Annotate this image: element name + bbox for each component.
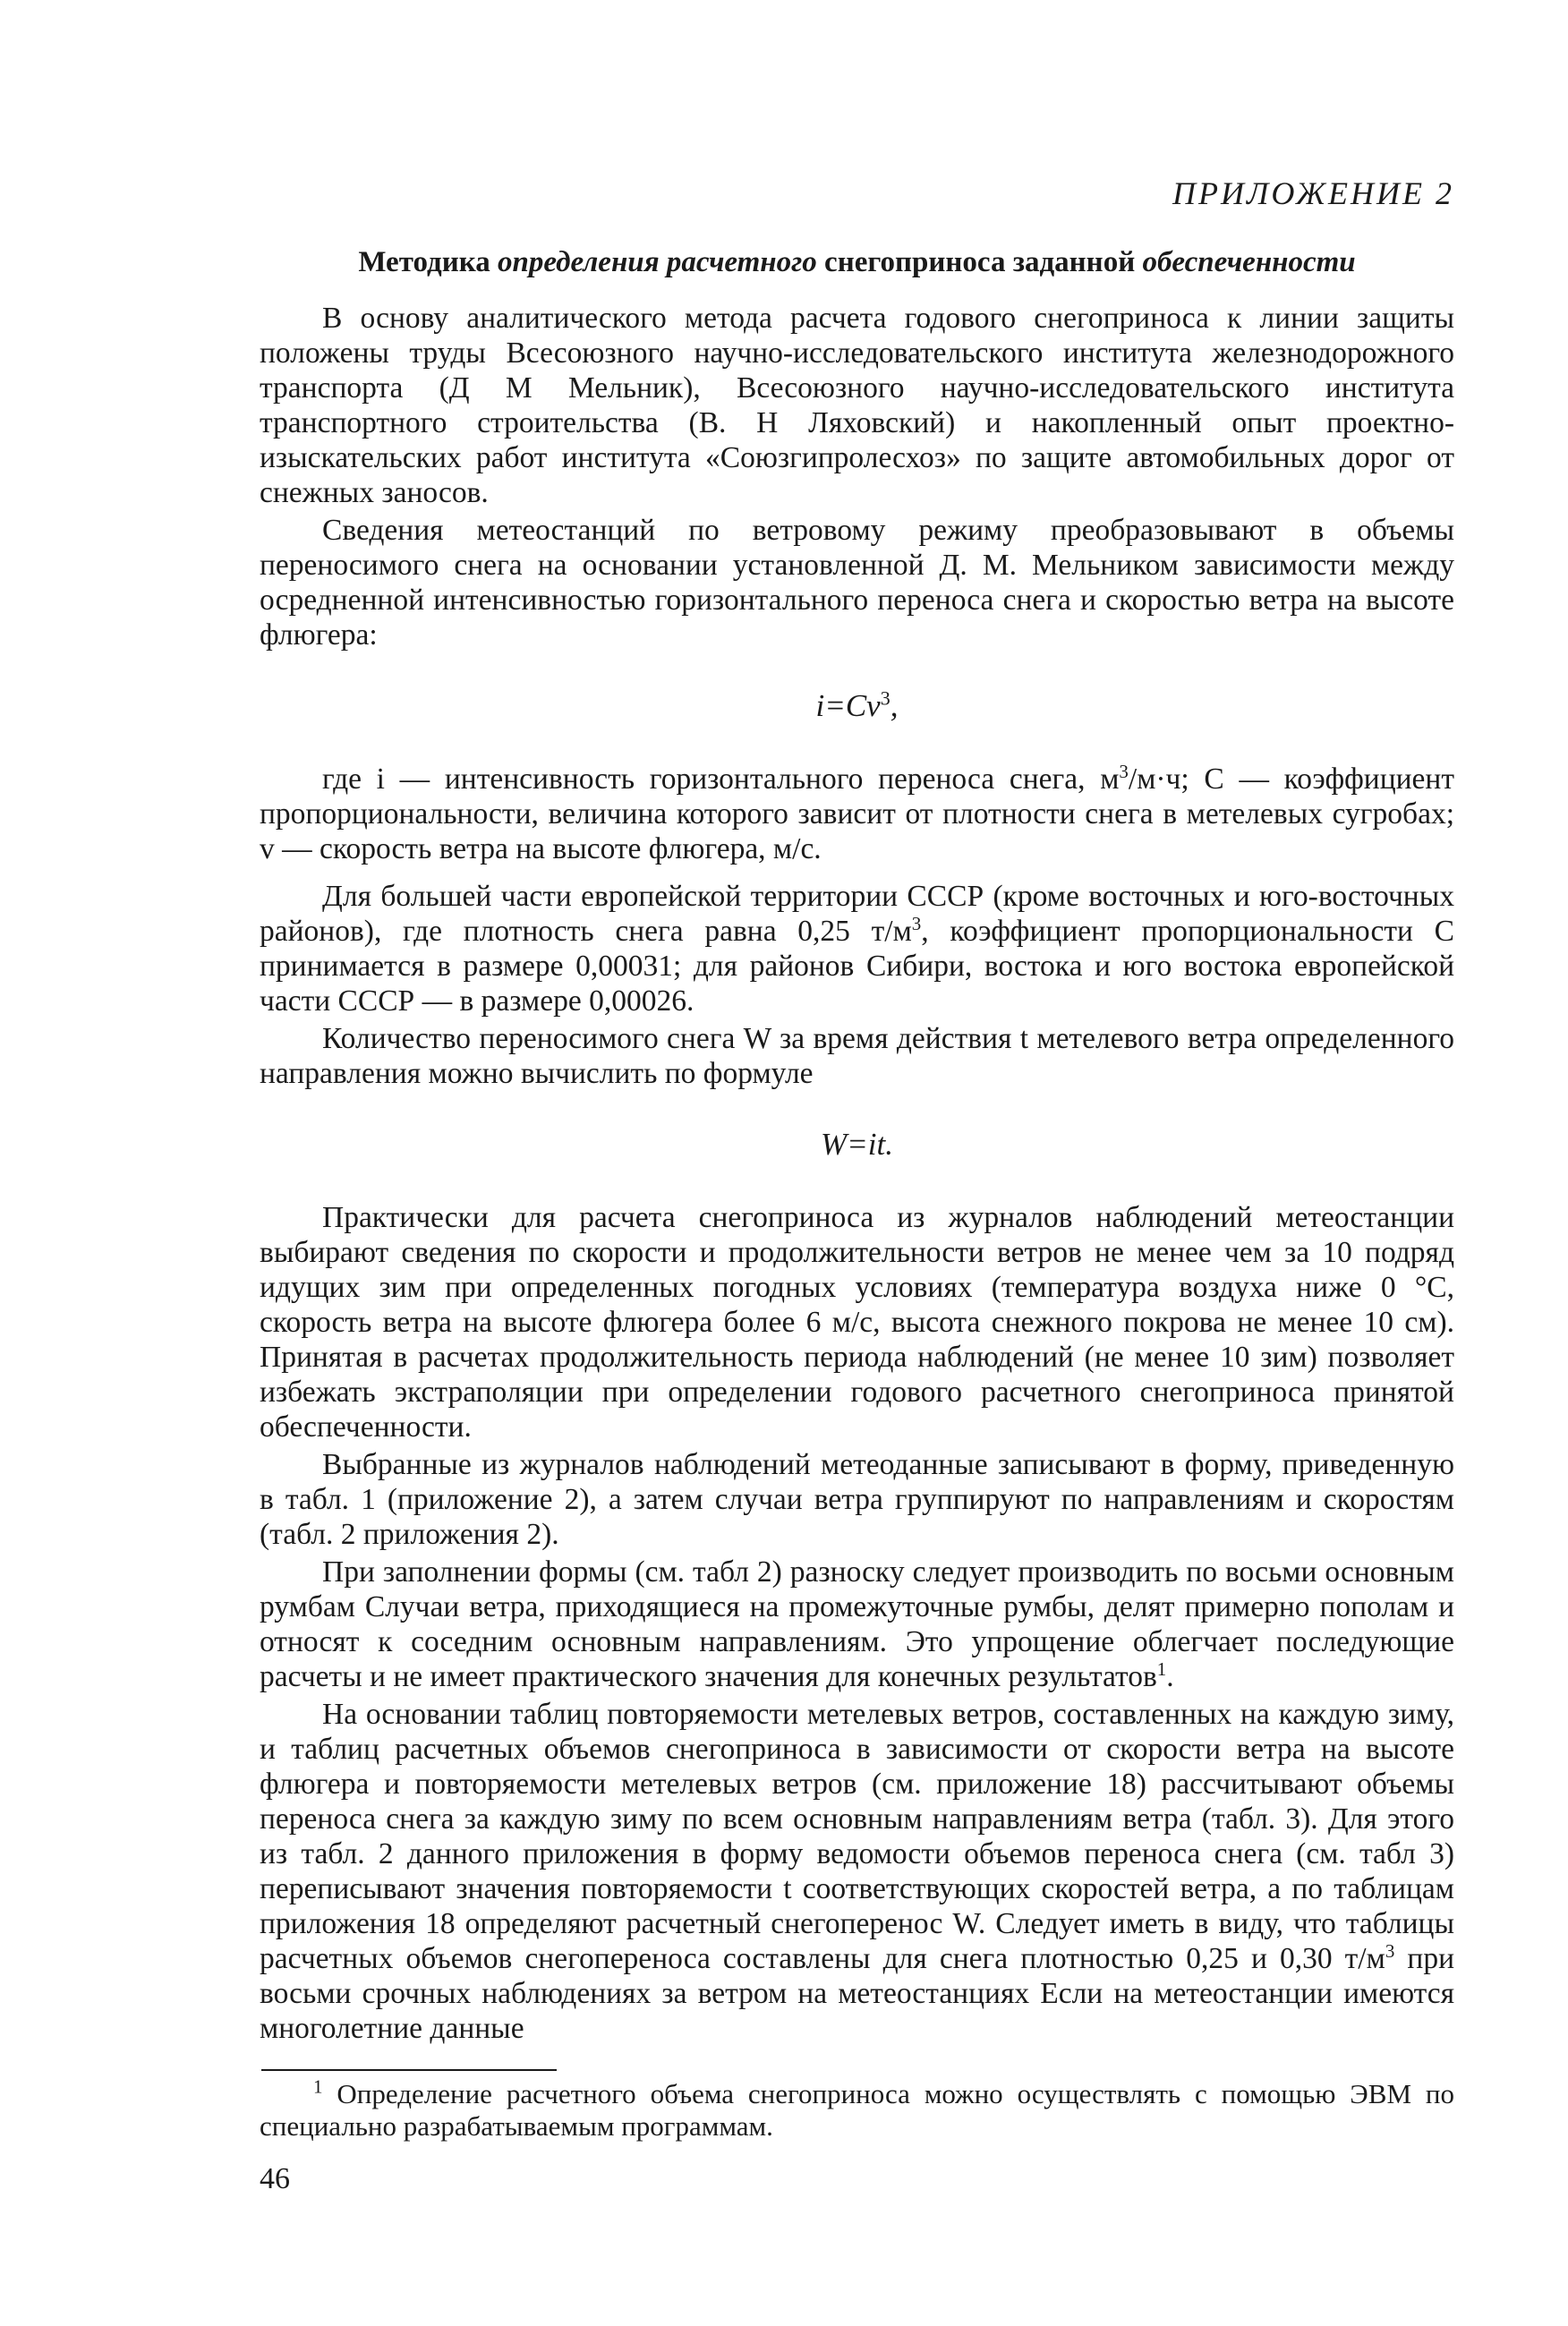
paragraph-7: Выбранные из журналов наблюдений метеоданные записывают в форму, приведенную в табл. 1 (приложение 2), а затем случаи ветра группируют по направлениям и скоростям (табл. 2 приложения 2). [260, 1448, 1454, 1551]
section-title [260, 246, 1454, 279]
formula-intensity-main: i=Cv [815, 688, 881, 723]
paragraph-9-text-a: На основании таблиц повторяемости метелевых ветров, составленных на каждую зиму, и таблиц расчетных объемов снегоприноса в зависимости от скорости ветра на высоте флюгера и повторяемости метелевых ветров (см. приложение 18) рассчитывают объемы переноса снега за каждую зиму по всем основным направлениям ветра (табл. 3). Для этого из табл. 2 данного приложения в форму ведомости объемов переноса снега (см. табл 3) переписывают значения повторяемости t соответствующих скоростей ветра, а по таблицам приложения 18 определяют расчетный снегоперенос W. Следует иметь в виду, что таблицы расчетных объемов снегопереноса составлены для снега плотностью 0,25 и 0,30 т/м [260, 1698, 1454, 1975]
footnote-mark: 1 [313, 2075, 323, 2098]
appendix-label: ПРИЛОЖЕНИЕ 2 [1172, 175, 1454, 211]
formula-intensity-exponent: 3 [880, 686, 891, 710]
footnote-divider [261, 2069, 557, 2071]
paragraph-4-text-c: , коэффициент пропорциональности C принимается в размере 0,00031; для районов Сибири, востока и юго востока европейской части СССР — в размере 0,00026. [260, 915, 1454, 1018]
paragraph-8-text-c: . [1166, 1660, 1174, 1693]
paragraph-8-text-a: При заполнении формы (см. табл 2) разноску следует производить по восьми основным румбам Случаи ветра, приходящиеся на промежуточные румбы, делят примерно пополам и относят к соседним основным направлениям. Это упрощение облегчает последующие расчеты и не имеет практического значения для конечных результатов [260, 1555, 1454, 1693]
paragraph-6: Практически для расчета снегоприноса из журналов наблюдений метеостанции выбирают сведения по скорости и продолжительности ветров не менее чем за 10 подряд идущих зим при определенных погодных условиях (температура воздуха ниже 0 °С, скорость ветра на высоте флюгера более 6 м/с, высота снежного покрова не менее 10 см). Принятая в расчетах продолжительность периода наблюдений (не менее 10 зим) позволяет избежать экстраполяции при определении годового расчетного снегоприноса принятой обеспеченности. [260, 1201, 1454, 1444]
footnote-reference: 1 [1156, 1657, 1167, 1680]
paragraph-2: Сведения метеостанций по ветровому режиму преобразовывают в объемы переносимого снега на основании установленной Д. М. Мельником зависимости между осредненной интенсивностью горизонтального переноса снега и скоростью ветра на высоте флюгера: [260, 514, 1454, 652]
paragraph-1: В основу аналитического метода расчета годового снегоприноса к линии защиты положены труды Всесоюзного научно-исследовательского института железнодорожного транспорта (Д М Мельник), Всесоюзного научно-исследовательского института транспортного строительства (В. Н Ляховский) и накопленный опыт проектно-изыскательских работ института «Союзгипролесхоз» по защите автомобильных дорог от снежных заносов. [260, 302, 1454, 509]
paragraph-9-sup: 3 [1385, 1939, 1395, 1962]
paragraph-9 [260, 1697, 1454, 2046]
paragraph-3 [260, 762, 1454, 866]
paragraph-3-sup: 3 [1119, 760, 1129, 782]
paragraph-4 [260, 879, 1454, 1018]
title-part-4: обеспеченности [1142, 246, 1356, 278]
paragraph-3-text-a: где i — интенсивность горизонтального переноса снега, м [322, 763, 1120, 796]
paragraph-3-text-c: /м·ч; C — коэффициент пропорциональности, величина которого зависит от плотности снега в метелевых сугробах; v — скорость ветра на высоте флюгера, м/с. [260, 763, 1454, 865]
formula-intensity-tail: , [890, 688, 899, 723]
paragraph-5: Количество переносимого снега W за время действия t метелевого ветра определенного направления можно вычислить по формуле [260, 1022, 1454, 1090]
paragraph-4-text-a: Для большей части европейской территории СССР (кроме восточных и юго-восточных районов), где плотность снега равна 0,25 т/м [260, 880, 1454, 948]
footnote-text: Определение расчетного объема снегоприноса можно осуществлять с помощью ЭВМ по специально разрабатываемым программам. [260, 2078, 1454, 2142]
formula-snow-volume: W=it. [821, 1127, 893, 1162]
title-part-2: определения расчетного [498, 246, 817, 278]
footnote [260, 2075, 1454, 2143]
paragraph-9-text-c: при восьми срочных наблюдениях за ветром на метеостанциях Если на метеостанции имеются многолетние данные [260, 1942, 1454, 2045]
paragraph-8 [260, 1555, 1454, 1694]
formula-intensity [260, 688, 1454, 724]
page-number: 46 [260, 2162, 290, 2195]
document-page [260, 175, 1454, 2196]
paragraph-4-sup: 3 [911, 912, 922, 934]
title-part-3: снегоприноса заданной [816, 246, 1143, 278]
title-part-1: Методика [358, 246, 498, 278]
